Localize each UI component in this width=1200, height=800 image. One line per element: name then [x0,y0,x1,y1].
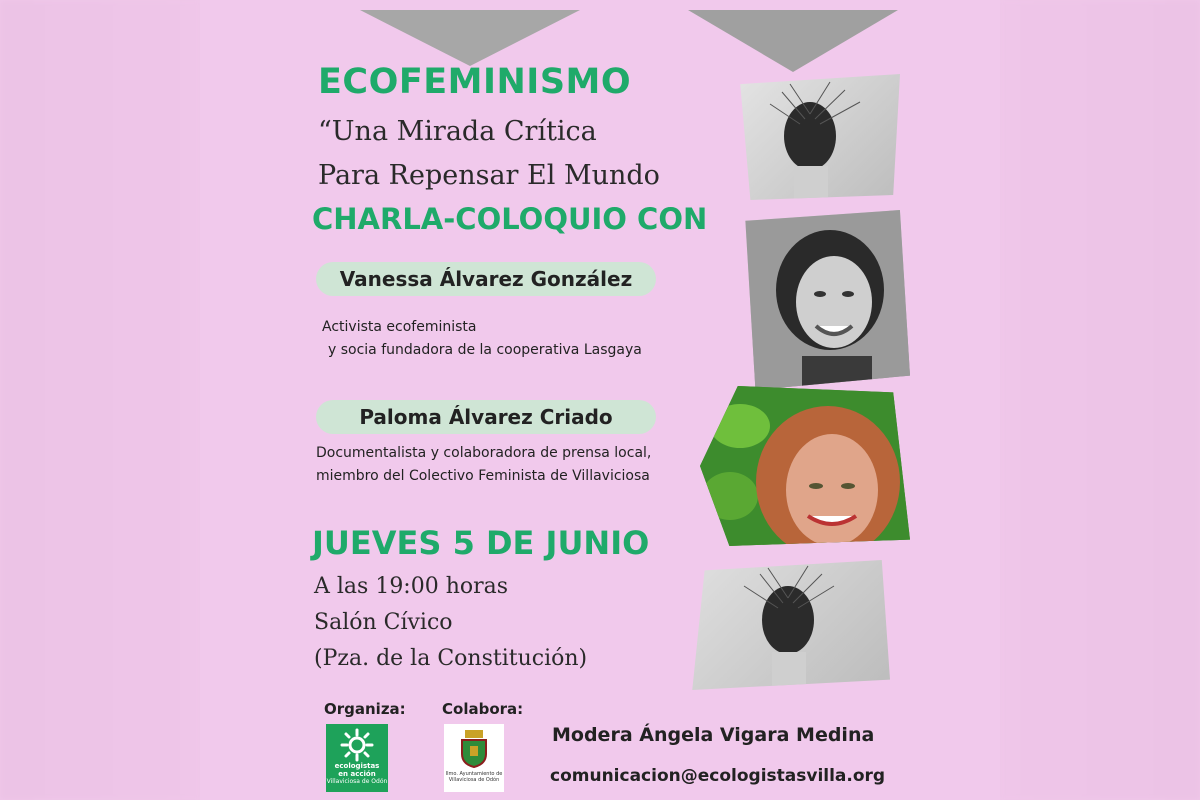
event-time: A las 19:00 horas [314,574,509,599]
speaker-description-line: y socia fundadora de la cooperativa Lasgaya [328,342,642,358]
decorative-triangle [360,10,580,66]
blurred-background-left [0,0,200,800]
sun-icon [340,728,374,762]
colabora-label: Colabora: [442,700,524,718]
poster-title: ECOFEMINISMO [318,62,632,102]
logo-text: Villaviciosa de Odón [326,778,388,785]
logo-text: en acción [338,770,376,778]
moderator-text: Modera Ángela Vigara Medina [552,724,875,746]
speaker-photo-vanessa [742,210,910,390]
speaker-photo-paloma [700,386,910,546]
event-address: (Pza. de la Constitución) [314,646,588,671]
logo-text-line: Villaviciosa de Odón [448,777,500,783]
event-poster [200,0,1000,800]
decorative-triangle [688,10,898,72]
speaker-description-line: Documentalista y colaboradora de prensa local, [316,445,652,461]
coat-of-arms-icon [459,728,489,768]
ecologistas-en-accion-logo [326,724,388,792]
poster-subtitle-line1: “Una Mirada Crítica [318,116,597,147]
logo-text: ecologistas [334,762,380,770]
speaker-name-badge: Paloma Álvarez Criado [316,400,656,434]
speaker-description-line: miembro del Colectivo Feminista de Villaviciosa [316,468,650,484]
speaker-description [322,316,642,362]
tree-woman-illustration [684,560,890,690]
speaker-name-badge: Vanessa Álvarez González [316,262,656,296]
logo-text [446,771,503,783]
talk-heading: CHARLA-COLOQUIO CON [312,202,708,236]
blurred-background-right [1000,0,1200,800]
contact-email: comunicacion@ecologistasvilla.org [550,766,886,786]
speaker-description [316,442,651,488]
poster-subtitle-line2: Para Repensar El Mundo [318,160,660,191]
ayuntamiento-logo [444,724,504,792]
event-venue: Salón Cívico [314,610,453,635]
speaker-description-line: Activista ecofeminista [322,319,477,335]
logo-text-line: Ilmo. Ayuntamiento de [445,771,503,777]
event-date: JUEVES 5 DE JUNIO [312,524,650,562]
organiza-label: Organiza: [324,700,406,718]
tree-woman-illustration [730,74,900,200]
